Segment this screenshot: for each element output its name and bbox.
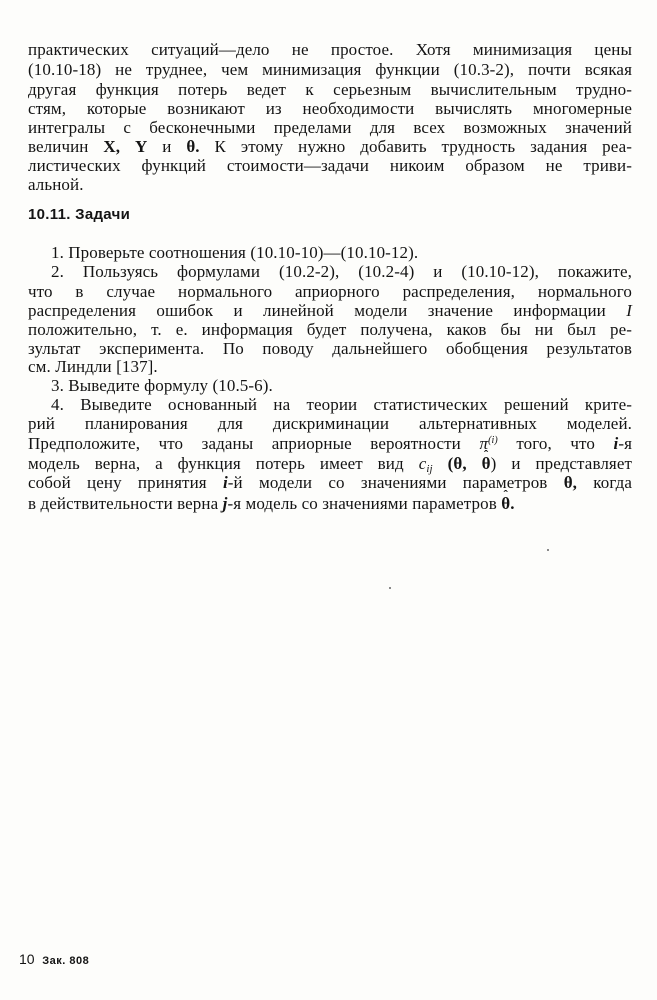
- problem-3: 3. Выведите формулу (10.5-6).: [51, 376, 273, 395]
- text-span: в действительности верна: [28, 494, 219, 513]
- text-line: [28, 137, 632, 157]
- index-i-model: i-й модели со значениями параметров: [222, 473, 548, 492]
- text-line: [28, 434, 632, 454]
- text-line: стям, которые возникают из необходимости вычислять многомерные: [28, 99, 632, 118]
- text-span: величин: [28, 137, 89, 156]
- text-line: см. Линдли [137].: [28, 357, 158, 376]
- text-line: практических ситуаций—дело не простое. Хотя минимизация цены: [28, 40, 632, 59]
- section-heading: 10.11. Задачи: [28, 206, 131, 223]
- text-span: того, что: [516, 434, 595, 453]
- variable-x: X,: [103, 137, 121, 156]
- text-line: альной.: [28, 175, 84, 194]
- text-span: К этому нужно добавить трудность задания реа-: [214, 137, 632, 156]
- scan-speck: [389, 587, 391, 589]
- text-span: Предположите, что заданы априорные вероятности: [28, 434, 461, 453]
- text-line: [28, 454, 632, 474]
- text-line: (10.10-18) не труднее, чем минимизация функции (10.3-2), почти всякая: [28, 60, 632, 79]
- variable-i: I: [626, 301, 632, 320]
- text-line: листических функций стоимости—задачи никоим образом не триви-: [28, 156, 632, 175]
- problem-1: 1. Проверьте соотношения (10.10-10)—(10.10-12).: [51, 243, 419, 262]
- text-span: и представляет: [511, 454, 633, 473]
- variable-y: Y: [134, 137, 148, 156]
- text-line: [28, 473, 632, 493]
- text-line: рий планирования для дискриминации альтернативных моделей.: [28, 414, 632, 433]
- text-span: модель верна, а функция потерь имеет вид: [28, 454, 404, 473]
- index-j-model: j-я модель со значениями параметров: [222, 494, 497, 513]
- text-span: когда: [593, 473, 632, 492]
- text-line: интегралы с бесконечными пределами для всех возможных значений: [28, 118, 632, 137]
- variable-theta: θ,: [563, 473, 578, 492]
- text-line: 4. Выведите основанный на теории статистических решений крите-: [51, 395, 632, 414]
- scan-speck: [547, 549, 549, 551]
- index-i: i-я: [613, 434, 633, 453]
- cost-args: (θ, ˆ θ): [448, 454, 497, 473]
- text-line: [28, 494, 515, 514]
- variable-theta: θ.: [186, 137, 200, 156]
- order-label: Зак. 808: [42, 955, 90, 967]
- text-line: зультат эксперимента. По поводу дальнейшего обобщения результатов: [28, 339, 632, 358]
- page-number: 10: [19, 951, 35, 967]
- text-line: 2. Пользуясь формулами (10.2-2), (10.2-4) и (10.10-12), покажите,: [51, 262, 632, 281]
- text-line: положительно, т. е. информация будет получена, каков бы ни был ре-: [28, 320, 632, 339]
- text-span: собой цену принятия: [28, 473, 207, 492]
- text-span: распределения ошибок и линейной модели значение информации: [28, 301, 606, 320]
- text-span: и: [162, 137, 172, 156]
- pi-symbol: $\pi^{(i)}$: [479, 434, 498, 453]
- text-line: другая функция потерь ведет к серьезным вычислительным трудно-: [28, 80, 632, 99]
- cost-function: $c_{ij}$: [418, 454, 433, 475]
- page-footer: [19, 950, 89, 970]
- text-line: [28, 301, 632, 321]
- theta-hat: ˆ θ.: [501, 494, 514, 513]
- text-line: что в случае нормального априорного распределения, нормального: [28, 282, 632, 301]
